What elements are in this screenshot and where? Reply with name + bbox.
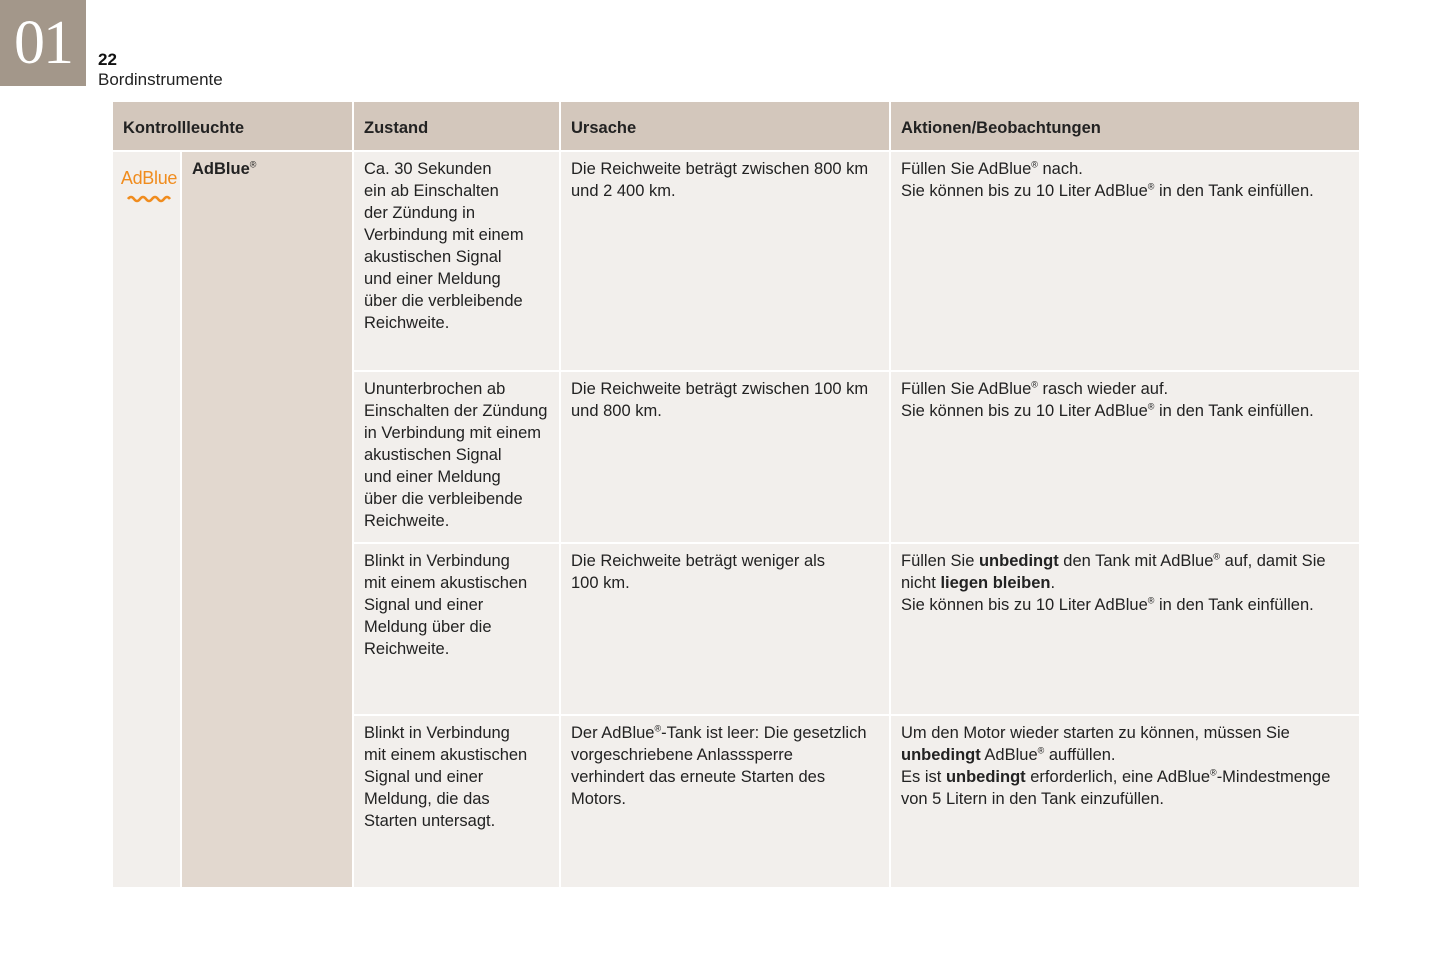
- text-line: und 2 400 km.: [571, 182, 676, 200]
- text-line: Füllen Sie AdBlue® nach.: [901, 159, 1083, 178]
- text-line: in Verbindung mit einem: [364, 424, 542, 442]
- text-line: Sie können bis zu 10 Liter AdBlue® in den Tank einfüllen.: [901, 595, 1314, 614]
- text-line: Die Reichweite beträgt weniger als: [571, 552, 826, 570]
- text-line: vorgeschriebene Anlasssperre: [571, 746, 793, 764]
- text-line: Ca. 30 Sekunden: [364, 160, 492, 178]
- text-line: verhindert das erneute Starten des: [571, 768, 826, 786]
- row-2-ursache: [561, 372, 889, 542]
- text-line: Motors.: [571, 790, 627, 808]
- wave-icon: [118, 194, 180, 204]
- row-3-ursache: [561, 544, 889, 714]
- row-1-zustand: [354, 152, 559, 370]
- row-1-ursache: [561, 152, 889, 370]
- text-line: Meldung über die: [364, 618, 492, 636]
- text-line: Meldung, die das: [364, 790, 490, 808]
- column-header-kontrollleuchte: Kontrollleuchte: [113, 102, 352, 150]
- text-line: Einschalten der Zündung: [364, 402, 548, 420]
- text-line: nicht liegen bleiben.: [901, 574, 1056, 592]
- text-line: Reichweite.: [364, 640, 450, 658]
- indicator-icon-cell: [113, 152, 180, 887]
- row-4-ursache: [561, 716, 889, 887]
- text-line: Es ist unbedingt erforderlich, eine AdBlue®-Mindestmenge: [901, 767, 1331, 786]
- row-4-aktionen: [891, 716, 1359, 887]
- text-line: 100 km.: [571, 574, 630, 592]
- text-line: Signal und einer: [364, 596, 484, 614]
- text-line: über die verbleibende: [364, 490, 523, 508]
- text-line: Reichweite.: [364, 512, 450, 530]
- text-line: akustischen Signal: [364, 248, 502, 266]
- row-2-aktionen: [891, 372, 1359, 542]
- text-line: Der AdBlue®-Tank ist leer: Die gesetzlich: [571, 723, 867, 742]
- column-header-aktionen: Aktionen/Beobachtungen: [891, 102, 1359, 150]
- text-line: und einer Meldung: [364, 270, 501, 288]
- text-line: mit einem akustischen: [364, 746, 528, 764]
- text-line: Verbindung mit einem: [364, 226, 524, 244]
- text-line: von 5 Litern in den Tank einzufüllen.: [901, 790, 1164, 808]
- text-line: Reichweite.: [364, 314, 450, 332]
- text-line: Starten untersagt.: [364, 812, 496, 830]
- text-line: Füllen Sie unbedingt den Tank mit AdBlue® auf, damit Sie: [901, 551, 1326, 570]
- row-4-zustand: [354, 716, 559, 887]
- text-line: und 800 km.: [571, 402, 662, 420]
- text-line: über die verbleibende: [364, 292, 523, 310]
- adblue-warning-icon: [118, 168, 180, 200]
- warning-lights-table: [113, 102, 1359, 887]
- text-line: ein ab Einschalten: [364, 182, 499, 200]
- text-line: mit einem akustischen: [364, 574, 528, 592]
- text-line: Ununterbrochen ab: [364, 380, 506, 398]
- row-3-zustand: [354, 544, 559, 714]
- text-line: Füllen Sie AdBlue® rasch wieder auf.: [901, 379, 1169, 398]
- row-2-zustand: [354, 372, 559, 542]
- column-header-ursache: Ursache: [561, 102, 889, 150]
- text-line: akustischen Signal: [364, 446, 502, 464]
- text-line: Blinkt in Verbindung: [364, 552, 510, 570]
- text-line: und einer Meldung: [364, 468, 501, 486]
- text-line: Die Reichweite beträgt zwischen 100 km: [571, 380, 869, 398]
- indicator-name: AdBlue: [192, 160, 250, 178]
- column-header-zustand: Zustand: [354, 102, 559, 150]
- text-line: Blinkt in Verbindung: [364, 724, 510, 742]
- section-title: Bordinstrumente: [98, 70, 223, 89]
- indicator-name-cell: [182, 152, 352, 887]
- text-line: Sie können bis zu 10 Liter AdBlue® in den Tank einfüllen.: [901, 181, 1314, 200]
- text-line: Um den Motor wieder starten zu können, müssen Sie: [901, 724, 1290, 742]
- text-line: Sie können bis zu 10 Liter AdBlue® in den Tank einfüllen.: [901, 401, 1314, 420]
- adblue-icon-label: AdBlue: [120, 168, 178, 188]
- chapter-tab: 01: [0, 0, 86, 86]
- text-line: unbedingt AdBlue® auffüllen.: [901, 745, 1116, 764]
- text-line: der Zündung in: [364, 204, 475, 222]
- registered-mark: ®: [249, 159, 257, 170]
- text-line: Signal und einer: [364, 768, 484, 786]
- text-line: Die Reichweite beträgt zwischen 800 km: [571, 160, 869, 178]
- page-number: 22: [98, 50, 117, 69]
- row-3-aktionen: [891, 544, 1359, 714]
- row-1-aktionen: [891, 152, 1359, 370]
